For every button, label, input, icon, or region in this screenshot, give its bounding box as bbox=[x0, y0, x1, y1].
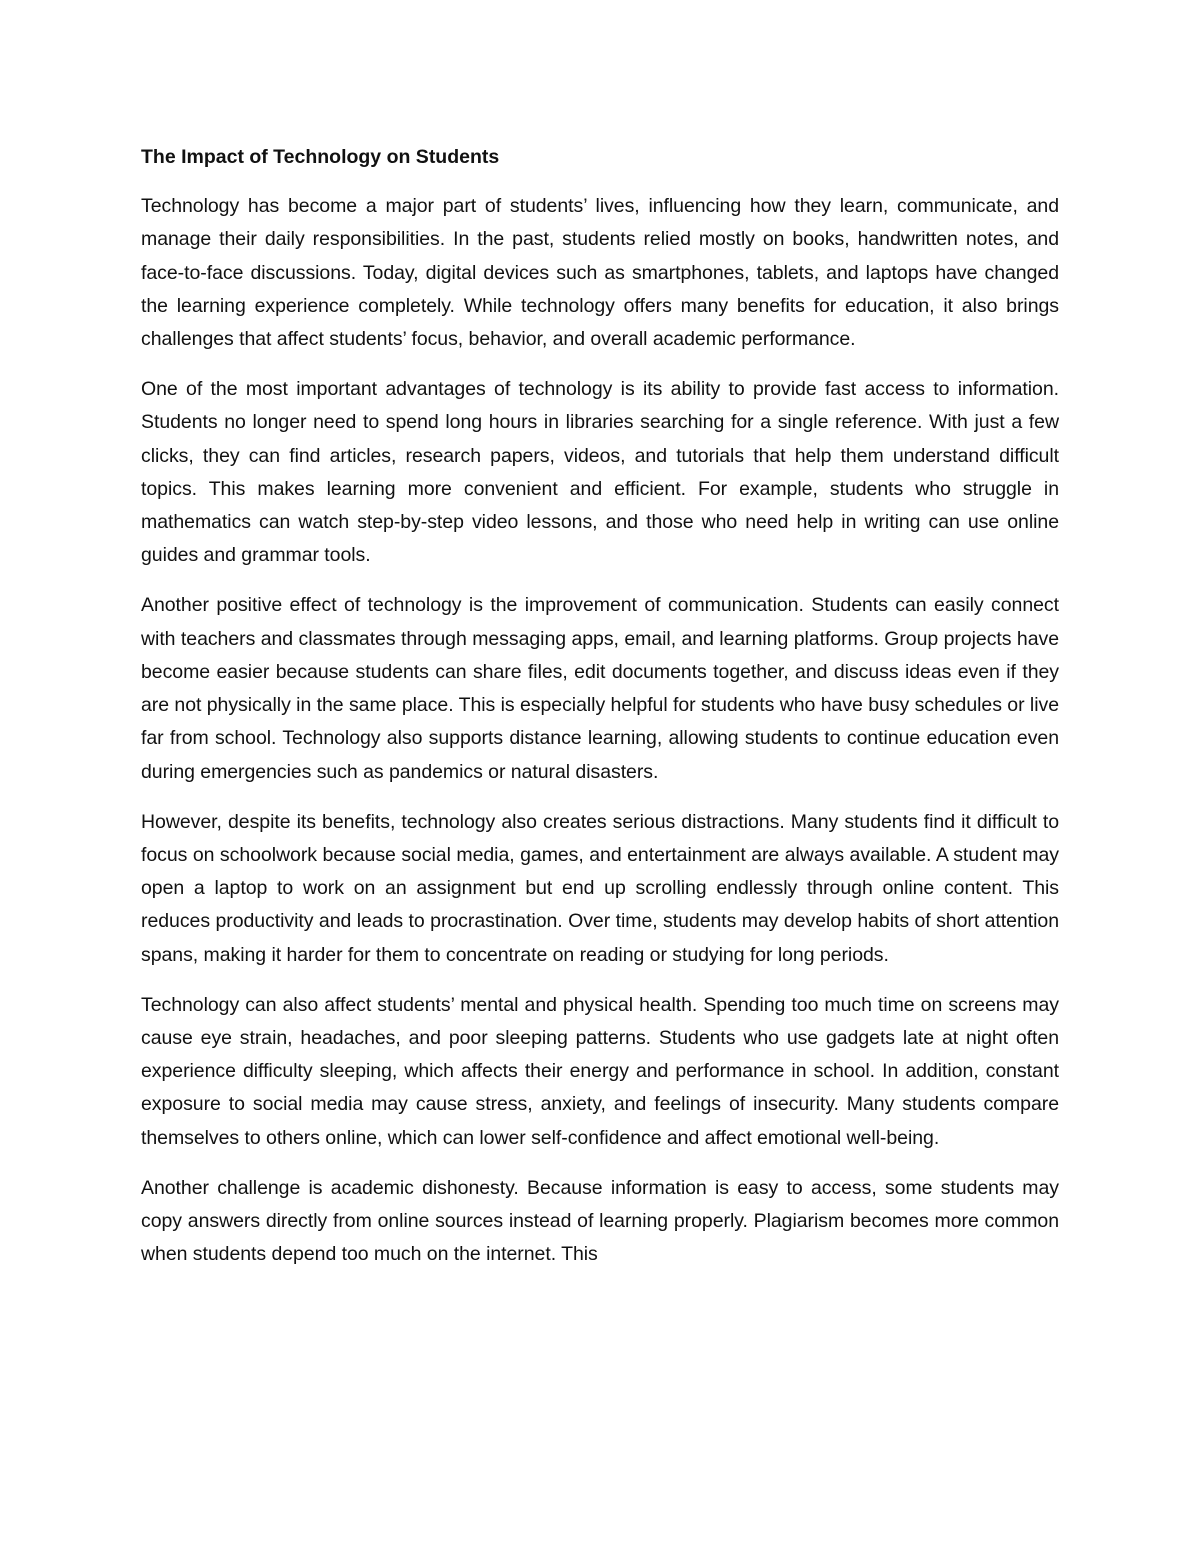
paragraph-academic-dishonesty: Another challenge is academic dishonesty. Because information is easy to access, some students may copy answers directly from online sources instead of learning properly. Plagiarism becomes more common when students depend too much on the internet. This bbox=[141, 1176, 1059, 1266]
paragraph-information-access: One of the most important advantages of technology is its ability to provide fast access to information. Students no longer need to spend long hours in libraries searching for a single reference. With just a few clicks, they can find articles, research papers, videos, and tutorials that help them understand difficult topics. This makes learning more convenient and efficient. For example, students who struggle in mathematics can watch step-by-step video lessons, and those who need help in writing can use online guides and grammar tools. bbox=[141, 377, 1059, 567]
paragraph-communication: Another positive effect of technology is the improvement of communication. Students can easily connect with teachers and classmates through messaging apps, email, and learning platforms. Group projects have become easier because students can share files, edit documents together, and discuss ideas even if they are not physically in the same place. This is especially helpful for students who have busy schedules or live far from school. Technology also supports distance learning, allowing students to continue education even during emergencies such as pandemics or natural disasters. bbox=[141, 594, 1059, 783]
paragraph-health: Technology can also affect students’ mental and physical health. Spending too much time on screens may cause eye strain, headaches, and poor sleeping patterns. Students who use gadgets late at night often experience difficulty sleeping, which affects their energy and performance in school. In addition, constant exposure to social media may cause stress, anxiety, and feelings of insecurity. Many students compare themselves to others online, which can lower self-confidence and affect emotional well-being. bbox=[141, 993, 1059, 1149]
paragraph-distractions: However, despite its benefits, technology also creates serious distractions. Many students find it difficult to focus on schoolwork because social media, games, and entertainment are always available. A student may open a laptop to work on an assignment but end up scrolling endlessly through online content. This reduces productivity and leads to procrastination. Over time, students may develop habits of short attention spans, making it harder for them to concentrate on reading or studying for long periods. bbox=[141, 810, 1059, 966]
document-page bbox=[141, 142, 1059, 1288]
document-title: The Impact of Technology on Students bbox=[141, 146, 500, 168]
paragraph-intro: Technology has become a major part of students’ lives, influencing how they learn, communicate, and manage their daily responsibilities. In the past, students relied mostly on books, handwritten notes, and face-to-face discussions. Today, digital devices such as smartphones, tablets, and laptops have changed the learning experience completely. While technology offers many benefits for education, it also brings challenges that affect students’ focus, behavior, and overall academic performance. bbox=[141, 195, 1059, 351]
